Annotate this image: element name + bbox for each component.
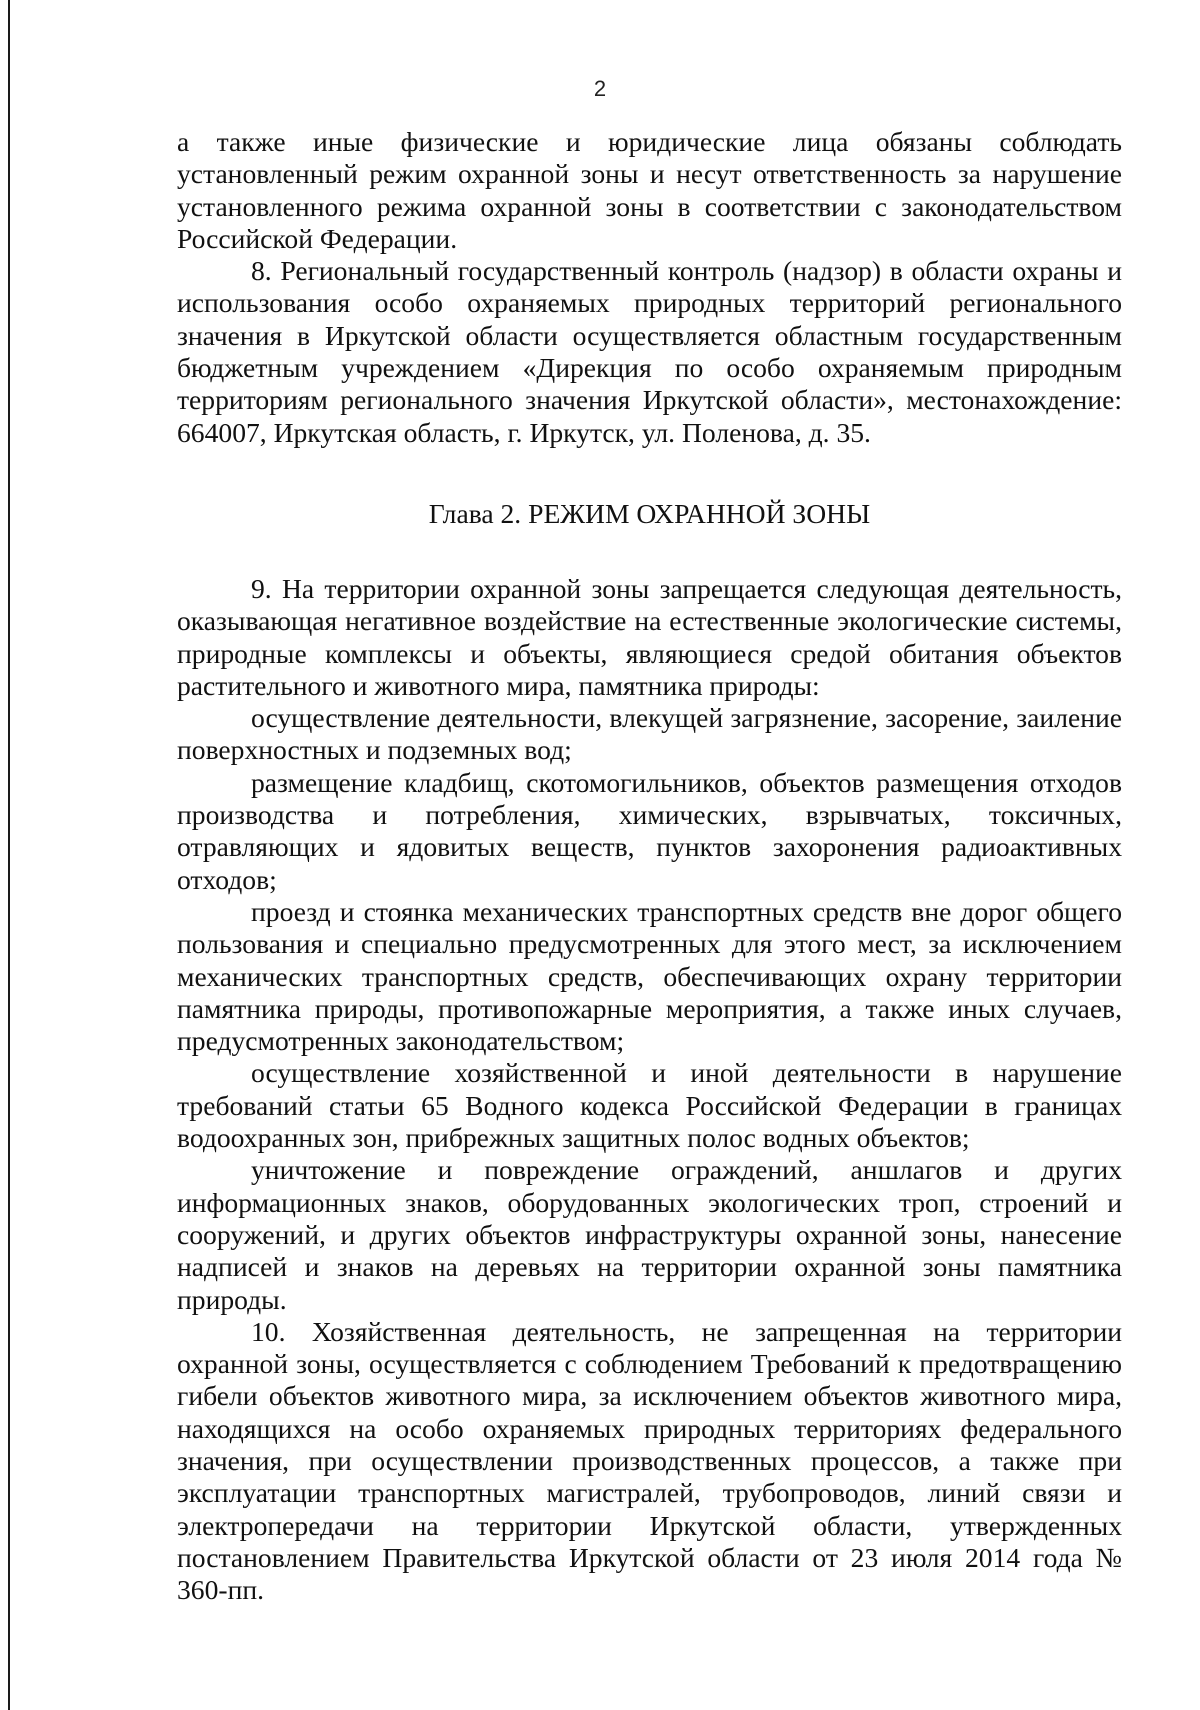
paragraph-item-10: 10. Хозяйственная деятельность, не запрещенная на территории охранной зоны, осуществляется с соблюдением Требований к предотвращению гибели объектов животного мира, за исключением объектов животного мира, находящихся на особо охраняемых природных территориях федерального значения, при осуществлении производственных процессов, а также при эксплуатации транспортных магистралей, трубопроводов, линий связи и электропередачи на территории Иркутской области, утвержденных постановлением Правительства Иркутской области от 23 июля 2014 года № 360-пп. xyxy=(177,1315,1122,1606)
document-body xyxy=(177,126,1122,1606)
list-item-vehicle-traffic: проезд и стоянка механических транспортных средств вне дорог общего пользования и специально предусмотренных для этого мест, за исключением механических транспортных средств, обеспечивающих охрану территории памятника природы, противопожарные мероприятия, а также иных случаев, предусмотренных законодательством; xyxy=(177,895,1122,1057)
page-edge-line xyxy=(8,0,10,1710)
paragraph-item-8: 8. Региональный государственный контроль (надзор) в области охраны и использования особо охраняемых природных территорий регионального значения в Иркутской области осуществляется областным государственным бюджетным учреждением «Дирекция по особо охраняемым природным территориям регионального значения Иркутской области», местонахождение: 664007, Иркутская область, г. Иркутск, ул. Поленова, д. 35. xyxy=(177,255,1122,448)
list-item-infrastructure-damage: уничтожение и повреждение ограждений, аншлагов и других информационных знаков, оборудованных экологических троп, строений и сооружений, и других объектов инфраструктуры охранной зоны, нанесение надписей и знаков на деревьях на территории охранной зоны памятника природы. xyxy=(177,1154,1122,1315)
paragraph-continuation: а также иные физические и юридические лица обязаны соблюдать установленный режим охранной зоны и несут ответственность за нарушение установленного режима охранной зоны в соответствии с законодательством Российской Федерации. xyxy=(177,126,1122,254)
paragraph-item-9: 9. На территории охранной зоны запрещается следующая деятельность, оказывающая негативное воздействие на естественные экологические системы, природные комплексы и объекты, являющиеся средой обитания объектов растительного и животного мира, памятника природы: xyxy=(177,572,1122,701)
list-item-waste-placement: размещение кладбищ, скотомогильников, объектов размещения отходов производства и потребления, химических, взрывчатых, токсичных, отравляющих и ядовитых веществ, пунктов захоронения радиоактивных отходов; xyxy=(177,766,1122,895)
list-item-water-pollution: осуществление деятельности, влекущей загрязнение, засорение, заиление поверхностных и подземных вод; xyxy=(177,702,1122,766)
list-item-water-code-violation: осуществление хозяйственной и иной деятельности в нарушение требований статьи 65 Водного кодекса Российской Федерации в границах водоохранных зон, прибрежных защитных полос водных объектов; xyxy=(177,1057,1122,1154)
chapter-heading: Глава 2. РЕЖИМ ОХРАННОЙ ЗОНЫ xyxy=(428,497,871,529)
page-number: 2 xyxy=(593,76,607,101)
